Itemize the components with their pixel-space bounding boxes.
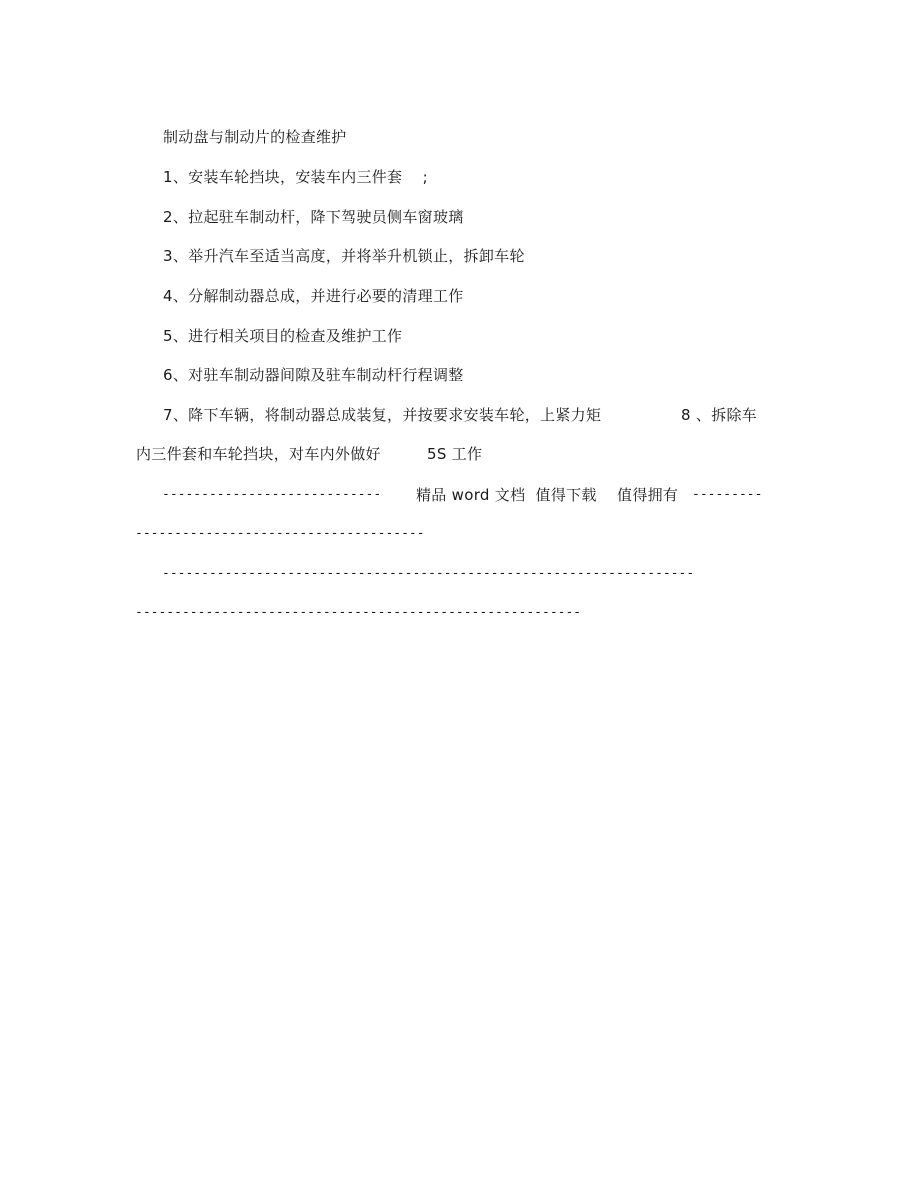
footer-watermark-text: 精品 word 文档 值得下载 值得拥有 (416, 486, 679, 504)
step-8-start: 8 、拆除车 (681, 406, 758, 424)
step-1: 1、安装车轮挡块，安装车内三件套 ; (163, 168, 428, 186)
footer-dashes-right: --------- (692, 487, 763, 502)
footer-dashes-left: ---------------------------- (162, 487, 382, 502)
step-3: 3、举升汽车至适当高度，并将举升机锁止，拆卸车轮 (163, 247, 525, 265)
step-8-end: 5S 工作 (427, 445, 483, 463)
footer-dashes-line-2: ------------------------------------- (135, 526, 425, 541)
document-title: 制动盘与制动片的检查维护 (163, 128, 347, 146)
step-2: 2、拉起驻车制动杆，降下驾驶员侧车窗玻璃 (163, 208, 464, 226)
footer-dashes-line-3: -------------------------------------------------------------------- (162, 566, 695, 581)
step-6: 6、对驻车制动器间隙及驻车制动杆行程调整 (163, 366, 464, 384)
footer-dashes-line-4: --------------------------------------------------------- (135, 605, 582, 620)
step-7: 7、降下车辆，将制动器总成装复，并按要求安装车轮，上紧力矩 (163, 406, 602, 424)
step-4: 4、分解制动器总成，并进行必要的清理工作 (163, 287, 464, 305)
step-8-continued: 内三件套和车轮挡块，对车内外做好 (136, 445, 381, 463)
step-5: 5、进行相关项目的检查及维护工作 (163, 327, 403, 345)
